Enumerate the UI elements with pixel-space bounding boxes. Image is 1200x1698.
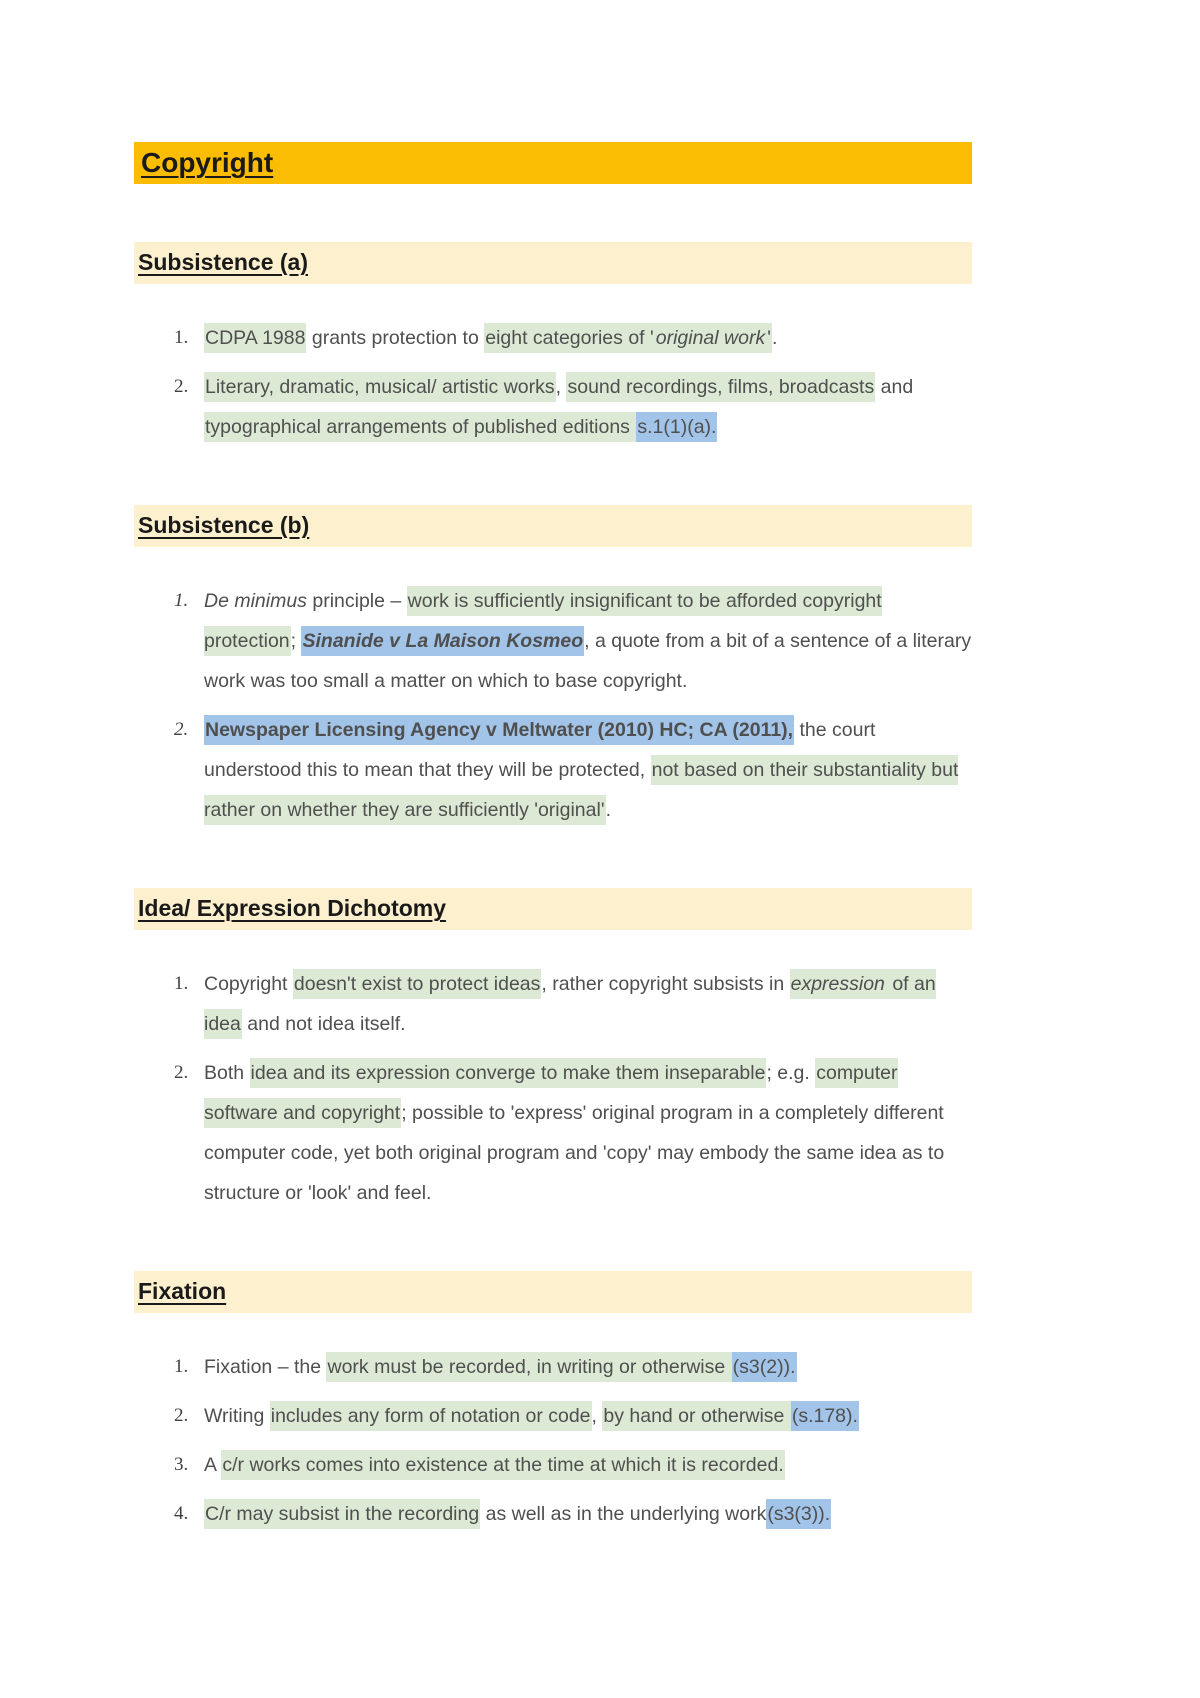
list-item-text (204, 1352, 797, 1382)
list-item (134, 581, 972, 701)
highlighted-text-run: typographical arrangements of published editions (204, 412, 636, 442)
list-item (134, 1396, 972, 1436)
section-heading: Idea/ Expression Dichotomy (138, 895, 447, 921)
highlighted-text-run: (s3(3)). (766, 1499, 831, 1529)
sections (134, 242, 972, 1534)
text-run: Both (204, 1062, 250, 1084)
section (134, 888, 972, 1213)
section-heading-band (134, 1271, 972, 1313)
highlighted-text-run: C/r may subsist in the recording (204, 1499, 480, 1529)
text-run: , a quote from a bit of a sentence of a literary work was too small a matter on which to base copyright. (204, 630, 972, 692)
list-item-number: 2. (174, 376, 189, 397)
list-item-text (204, 969, 936, 1039)
section-list (134, 964, 972, 1213)
list-item-text (204, 1058, 944, 1204)
document-content (134, 142, 972, 1543)
text-run: and not idea itself. (241, 1013, 406, 1035)
list-item (134, 1494, 972, 1534)
section-list (134, 581, 972, 830)
title-highlight-band (134, 142, 972, 184)
list-item-text (204, 586, 971, 692)
highlighted-text-run: original work (655, 323, 766, 353)
list-item-number: 1. (174, 973, 189, 994)
list-item-number: 3. (174, 1454, 189, 1475)
text-run: ; e.g. (766, 1062, 816, 1084)
text-run: as well as in the underlying work (480, 1503, 767, 1525)
list-item-number: 1. (174, 1356, 189, 1377)
text-run: , (591, 1405, 603, 1427)
highlighted-text-run: s.1(1)(a). (636, 412, 717, 442)
text-run: Fixation – the (204, 1356, 327, 1378)
list-item (134, 1445, 972, 1485)
list-item (134, 1347, 972, 1387)
highlighted-text-run: work must be recorded, in writing or otherwise (326, 1352, 731, 1382)
section-list (134, 318, 972, 447)
text-run: the court understood this to mean that they will be protected, (204, 719, 876, 781)
list-item (134, 710, 972, 830)
text-run: De minimus (204, 590, 307, 612)
highlighted-text-run: (s3(2)). (732, 1352, 797, 1382)
text-run: and (875, 376, 914, 398)
highlighted-text-run: ' (766, 323, 772, 353)
list-item-number: 2. (174, 1405, 189, 1426)
highlighted-text-run: sound recordings, films, broadcasts (566, 372, 875, 402)
section (134, 1271, 972, 1534)
highlighted-text-run: by hand or otherwise (602, 1401, 790, 1431)
list-item (134, 367, 972, 447)
text-run: ; possible to 'express' original program in a completely different computer code, yet both original program and 'copy' may embody the same idea as to structure or 'look' and feel. (204, 1102, 945, 1204)
section-heading: Subsistence (b) (138, 512, 310, 538)
section (134, 505, 972, 830)
list-item-text (204, 1499, 831, 1529)
highlighted-text-run: c/r works comes into existence at the time at which it is recorded. (221, 1450, 784, 1480)
text-run: A (204, 1454, 222, 1476)
list-item-number: 2. (174, 1062, 189, 1083)
text-run: Copyright (204, 973, 293, 995)
section-heading: Fixation (138, 1278, 227, 1304)
highlighted-text-run: Literary, dramatic, musical/ artistic works (204, 372, 556, 402)
list-item-text (204, 715, 958, 825)
highlighted-text-run: includes any form of notation or code (270, 1401, 592, 1431)
highlighted-text-run: work is sufficiently insignificant to be afforded copyright protection (204, 586, 882, 656)
section-heading-band (134, 242, 972, 284)
highlighted-text-run: computer software and copyright (204, 1058, 898, 1128)
highlighted-text-run: not based on their substantiality but rather on whether they are sufficiently 'original' (204, 755, 958, 825)
list-item-number: 2. (174, 719, 189, 740)
highlighted-text-run: Newspaper Licensing Agency v Meltwater (2010) HC; CA (2011), (204, 715, 794, 745)
text-run: ; (290, 630, 302, 652)
section-heading-band (134, 888, 972, 930)
list-item-text (204, 1401, 859, 1431)
list-item-number: 1. (174, 327, 189, 348)
list-item-text (204, 323, 777, 353)
section-heading-band (134, 505, 972, 547)
list-item-number: 1. (174, 590, 189, 611)
highlighted-text-run: idea and its expression converge to make them inseparable (250, 1058, 767, 1088)
section (134, 242, 972, 447)
highlighted-text-run: eight categories of ' (484, 323, 655, 353)
highlighted-text-run: expression (790, 969, 886, 999)
highlighted-text-run: Sinanide v La Maison Kosmeo (301, 626, 584, 656)
highlighted-text-run: CDPA 1988 (204, 323, 306, 353)
list-item (134, 318, 972, 358)
text-run: grants protection to (306, 327, 485, 349)
section-list (134, 1347, 972, 1534)
text-run: , (555, 376, 567, 398)
highlighted-text-run: of an idea (204, 969, 936, 1039)
highlighted-text-run: (s.178). (791, 1401, 859, 1431)
text-run: . (771, 327, 778, 349)
list-item-text (204, 1450, 785, 1480)
text-run: Writing (204, 1405, 270, 1427)
list-item (134, 964, 972, 1044)
text-run: . (605, 799, 611, 821)
list-item-number: 4. (174, 1503, 189, 1524)
list-item (134, 1053, 972, 1213)
highlighted-text-run: doesn't exist to protect ideas (293, 969, 542, 999)
page-title: Copyright (141, 147, 274, 178)
list-item-text (204, 372, 913, 442)
text-run: principle – (306, 590, 407, 612)
section-heading: Subsistence (a) (138, 249, 308, 275)
text-run: , rather copyright subsists in (541, 973, 790, 995)
